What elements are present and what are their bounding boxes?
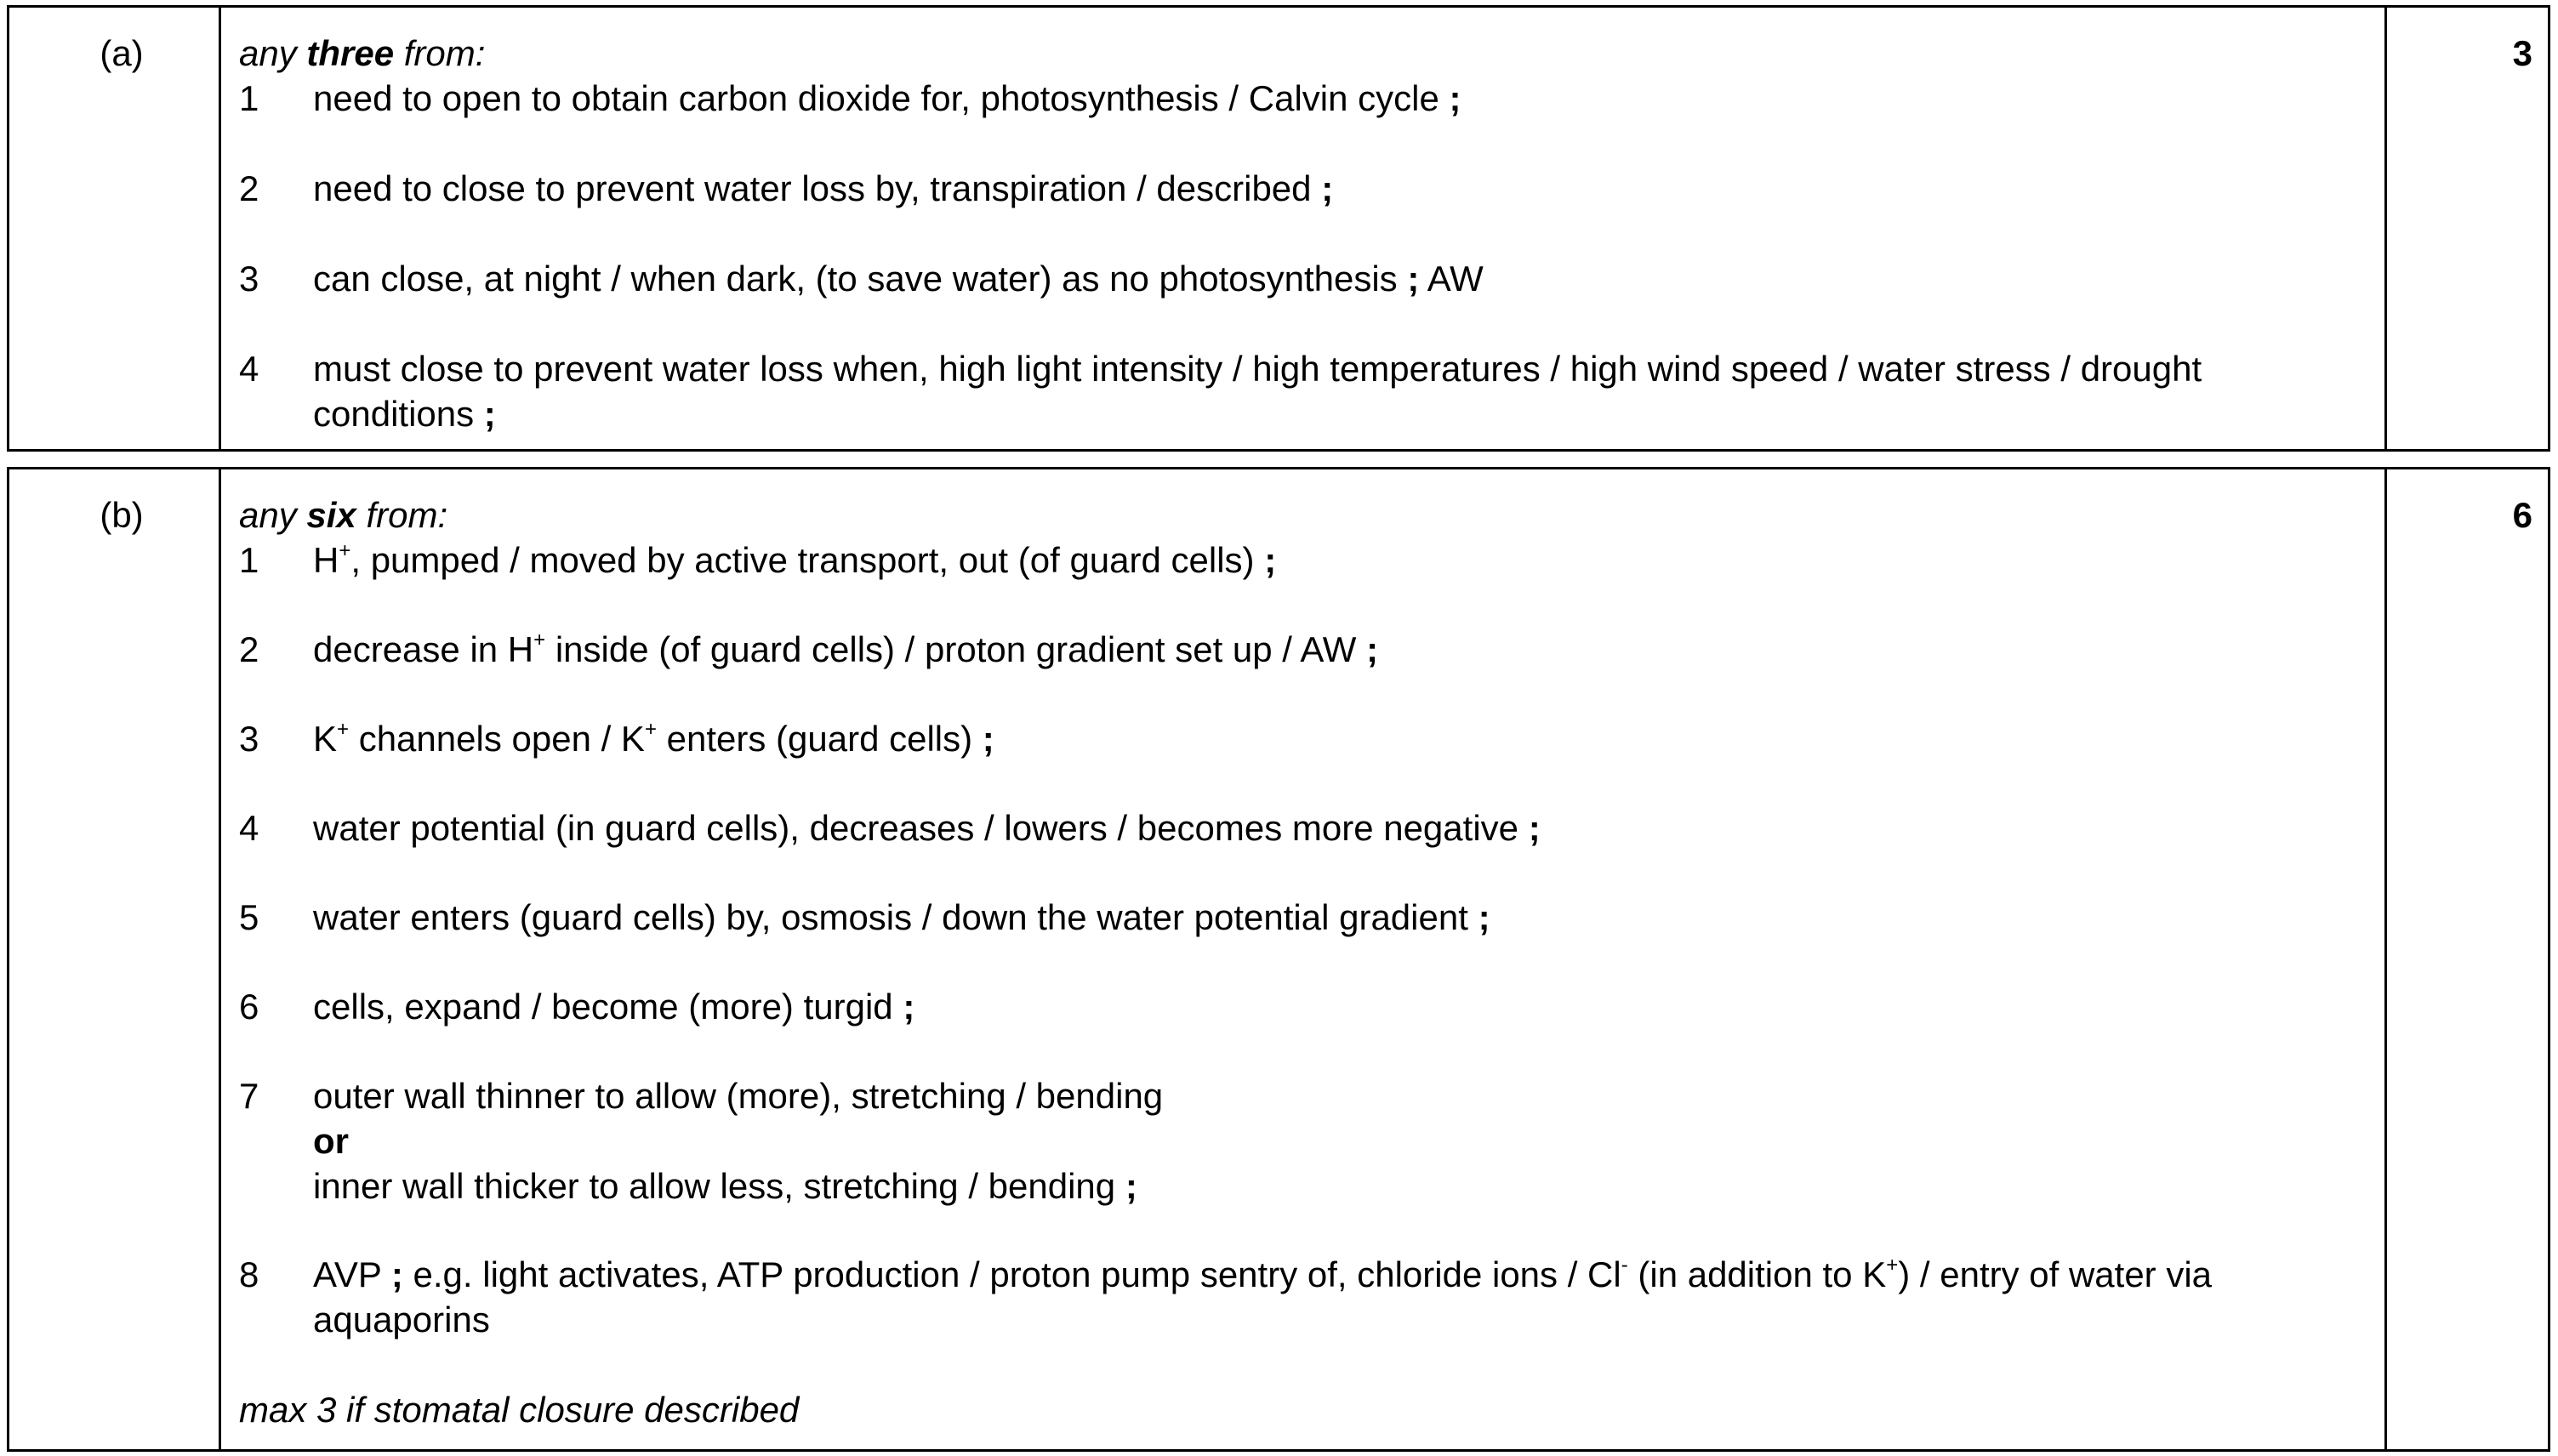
point-text: need to close to prevent water loss by, transpiration / described [313, 168, 1312, 208]
point-text: water potential (in guard cells), decreases / lowers / becomes more negative [313, 808, 1519, 848]
marks-column [2387, 8, 2548, 449]
point-number: 5 [239, 897, 259, 937]
point-number: 7 [239, 1076, 259, 1116]
point-text: must close to prevent water loss when, high light intensity / high temperatures / high wind speed / water stress / drought conditions [313, 349, 2202, 434]
superscript-charge: + [337, 718, 350, 741]
marking-point [239, 537, 2359, 583]
mark-semicolon: ; [1264, 540, 1277, 580]
point-text: e.g. light activates, ATP production / proton pump sentry of, chloride ions / Cl [402, 1254, 1621, 1294]
mark-semicolon: ; [1125, 1166, 1137, 1206]
point-text-start: K [313, 719, 338, 759]
marking-point [239, 805, 2359, 850]
point-number: 4 [239, 808, 259, 848]
mark-semicolon: ; [1449, 78, 1461, 118]
mark-semicolon: ; [1366, 629, 1379, 669]
point-number: 3 [239, 719, 259, 759]
marking-point [239, 984, 2359, 1029]
marking-point [239, 256, 2359, 301]
mark-semicolon: ; [982, 719, 994, 759]
marks-value: 3 [2512, 33, 2532, 73]
point-number: 8 [239, 1254, 259, 1294]
instruction [239, 493, 447, 537]
point-number: 1 [239, 78, 259, 118]
answer-column [221, 8, 2387, 449]
part-label: (b) [100, 495, 144, 535]
marking-point [239, 627, 2359, 672]
guidance-note: max 3 if stomatal closure described [239, 1390, 800, 1430]
marking-point [239, 716, 2359, 761]
point-text: can close, at night / when dark, (to save water) as no photosynthesis [313, 259, 1398, 299]
mark-semicolon: ; [483, 394, 496, 434]
point-text-line: inner wall thicker to allow less, stretching / bending [313, 1166, 1116, 1206]
marking-point [239, 76, 2359, 121]
point-text-line: outer wall thinner to allow (more), stretching / bending [313, 1076, 1164, 1116]
point-number: 1 [239, 540, 259, 580]
point-text-end: ) / entry of water via aquaporins [313, 1254, 2213, 1339]
point-number: 2 [239, 629, 259, 669]
instruction [239, 31, 485, 76]
marking-point [239, 895, 2359, 940]
mark-scheme-row-b [7, 467, 2550, 1452]
point-text: water enters (guard cells) by, osmosis / down the water potential gradient [313, 897, 1468, 937]
marks-value: 6 [2512, 495, 2532, 535]
point-text: cells, expand / become (more) turgid [313, 987, 893, 1027]
marking-point [239, 1252, 2359, 1342]
or-connector: or [313, 1121, 349, 1161]
point-text: need to open to obtain carbon dioxide for, photosynthesis / Calvin cycle [313, 78, 1439, 118]
point-tail: AW [1419, 259, 1484, 299]
mark-semicolon: ; [1407, 259, 1420, 299]
instruction-prefix: any [239, 495, 307, 535]
superscript-charge: + [339, 539, 351, 562]
superscript-charge: - [1621, 1254, 1628, 1277]
mark-semicolon: ; [903, 987, 915, 1027]
instruction-suffix: from: [356, 495, 448, 535]
part-column [9, 8, 221, 449]
point-number: 2 [239, 168, 259, 208]
point-text-start: AVP [313, 1254, 382, 1294]
point-text-middle: (in addition to K [1627, 1254, 1887, 1294]
part-label: (a) [100, 33, 144, 73]
mark-semicolon: ; [390, 1254, 403, 1294]
point-text-start: decrease in H [313, 629, 534, 669]
instruction-count: six [306, 495, 356, 535]
point-text: enters (guard cells) [656, 719, 973, 759]
mark-semicolon: ; [1321, 168, 1334, 208]
part-column [9, 469, 221, 1449]
marking-point [239, 346, 2359, 436]
point-text-middle: channels open / K [349, 719, 645, 759]
instruction-prefix: any [239, 33, 307, 73]
answer-column [221, 469, 2387, 1449]
marks-column [2387, 469, 2548, 1449]
mark-semicolon: ; [1528, 808, 1541, 848]
instruction-count: three [306, 33, 395, 73]
mark-semicolon: ; [1478, 897, 1490, 937]
marking-point [239, 166, 2359, 211]
superscript-charge: + [1886, 1254, 1899, 1277]
superscript-charge: + [644, 718, 657, 741]
instruction-suffix: from: [394, 33, 486, 73]
marking-point [239, 1073, 2359, 1209]
point-number: 3 [239, 259, 259, 299]
point-number: 6 [239, 987, 259, 1027]
superscript-charge: + [533, 628, 546, 651]
mark-scheme-row-a [7, 5, 2550, 452]
point-number: 4 [239, 349, 259, 389]
point-text: inside (of guard cells) / proton gradient set up / AW [545, 629, 1357, 669]
point-text-start: H [313, 540, 339, 580]
point-text: , pumped / moved by active transport, out (of guard cells) [350, 540, 1255, 580]
